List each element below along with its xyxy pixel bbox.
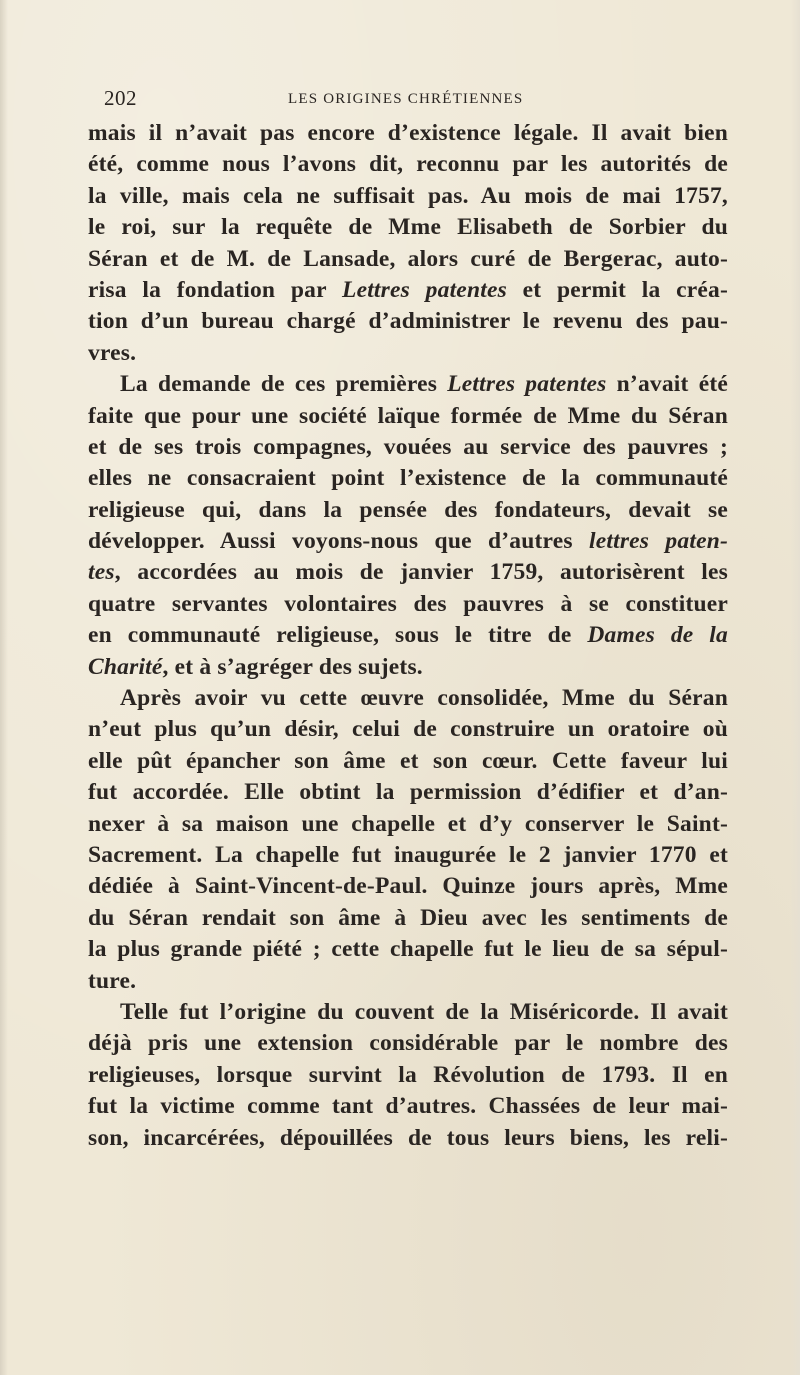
body-text — [88, 118, 728, 1154]
text-line — [88, 871, 728, 902]
text-line-content: religieuses, lorsque survint la Révolution de 1793. Il en — [88, 1061, 728, 1088]
page-header — [104, 86, 724, 116]
text-line — [88, 495, 728, 526]
text-line-content: elles ne consacraient point l’existence de la communauté — [88, 465, 728, 492]
text-line-content: n’eut plus qu’un désir, celui de construire un oratoire où — [88, 716, 728, 743]
text-span: , et à s’agréger des sujets. — [162, 653, 423, 680]
text-line-content: le roi, sur la requête de Mme Elisabeth de Sorbier du — [88, 214, 728, 241]
text-line — [88, 118, 728, 149]
text-line — [88, 432, 728, 463]
text-line — [88, 526, 728, 557]
text-line-content: dédiée à Saint-Vincent-de-Paul. Quinze jours après, Mme — [88, 873, 728, 900]
text-line — [88, 589, 728, 620]
text-line — [88, 557, 728, 588]
text-line-content: ture. — [88, 967, 137, 994]
text-span: développer. Aussi voyons-nous que d’autres — [88, 528, 590, 555]
italic-title: Charité — [88, 653, 163, 680]
text-line-content: vres. — [88, 339, 137, 366]
italic-title: lettres paten- — [589, 528, 728, 555]
text-line-content: fut la victime comme tant d’autres. Chassées de leur mai- — [88, 1093, 728, 1120]
text-line-content: du Séran rendait son âme à Dieu avec les sentiments de — [88, 904, 728, 931]
text-line-content: religieuse qui, dans la pensée des fondateurs, devait se — [88, 496, 728, 523]
text-line — [88, 966, 728, 997]
text-line-content: mais il n’avait pas encore d’existence légale. Il avait bien — [88, 120, 728, 146]
text-line — [88, 463, 728, 494]
text-line — [88, 1123, 728, 1154]
text-line-content: elle pût épancher son âme et son cœur. Cette faveur lui — [88, 747, 728, 774]
text-line-content: fut accordée. Elle obtint la permission d’édifier et d’an- — [88, 779, 728, 806]
text-line-content: tion d’un bureau chargé d’administrer le revenu des pau- — [88, 308, 728, 335]
text-line — [88, 1091, 728, 1122]
text-line-content: déjà pris une extension considérable par le nombre des — [88, 1030, 728, 1057]
text-line-content: quatre servantes volontaires des pauvres à se constituer — [88, 590, 728, 617]
text-line-content: Sacrement. La chapelle fut inaugurée le 2 janvier 1770 et — [88, 841, 728, 868]
text-line-content: et de ses trois compagnes, vouées au service des pauvres ; — [88, 433, 728, 460]
text-line — [88, 401, 728, 432]
page-left-edge — [0, 0, 8, 1375]
text-line — [88, 997, 728, 1028]
text-line-content: Telle fut l’origine du couvent de la Miséricorde. Il avait — [120, 998, 728, 1025]
text-line — [88, 306, 728, 337]
text-line — [88, 212, 728, 243]
italic-title: Lettres patentes — [447, 371, 607, 398]
text-line — [88, 244, 728, 275]
text-line-content: la plus grande piété ; cette chapelle fut le lieu de sa sépul- — [88, 936, 728, 963]
text-line — [88, 1060, 728, 1091]
text-span: n’avait été — [606, 371, 728, 398]
page-number: 202 — [104, 86, 137, 110]
text-line-content: la ville, mais cela ne suffisait pas. Au mois de mai 1757, — [88, 182, 728, 209]
text-line-content: son, incarcérées, dépouillées de tous leurs biens, les reli- — [88, 1124, 728, 1151]
running-title: LES ORIGINES CHRÉTIENNES — [288, 91, 524, 107]
text-line — [88, 714, 728, 745]
text-line — [88, 746, 728, 777]
text-line — [88, 903, 728, 934]
page-right-edge — [790, 0, 800, 1375]
text-line-content: Après avoir vu cette œuvre consolidée, Mme du Séran — [120, 685, 728, 712]
text-line — [88, 181, 728, 212]
text-line — [88, 1028, 728, 1059]
text-line — [88, 777, 728, 808]
text-span: risa la fondation par — [88, 276, 343, 303]
text-span: La demande de ces premières — [120, 371, 448, 398]
text-line-content: Séran et de M. de Lansade, alors curé de Bergerac, auto- — [88, 245, 728, 272]
text-line — [88, 369, 728, 400]
text-span: , accordées au mois de janvier 1759, autorisèrent les — [114, 559, 728, 586]
text-line-content: été, comme nous l’avons dit, reconnu par les autorités de — [88, 151, 728, 178]
text-span: et permit la créa- — [506, 276, 728, 303]
text-line — [88, 809, 728, 840]
italic-title: tes — [88, 559, 115, 586]
text-line — [88, 149, 728, 180]
text-line — [88, 275, 728, 306]
text-line — [88, 683, 728, 714]
text-line — [88, 620, 728, 651]
text-line — [88, 338, 728, 369]
text-line-content: nexer à sa maison une chapelle et d’y conserver le Saint- — [88, 810, 728, 837]
text-span: en communauté religieuse, sous le titre de — [88, 622, 588, 649]
text-line — [88, 652, 728, 683]
text-line — [88, 934, 728, 965]
text-line-content: faite que pour une société laïque formée de Mme du Séran — [88, 402, 728, 429]
italic-title: Dames de la — [587, 622, 728, 649]
italic-title: Lettres patentes — [342, 276, 507, 303]
text-line — [88, 840, 728, 871]
